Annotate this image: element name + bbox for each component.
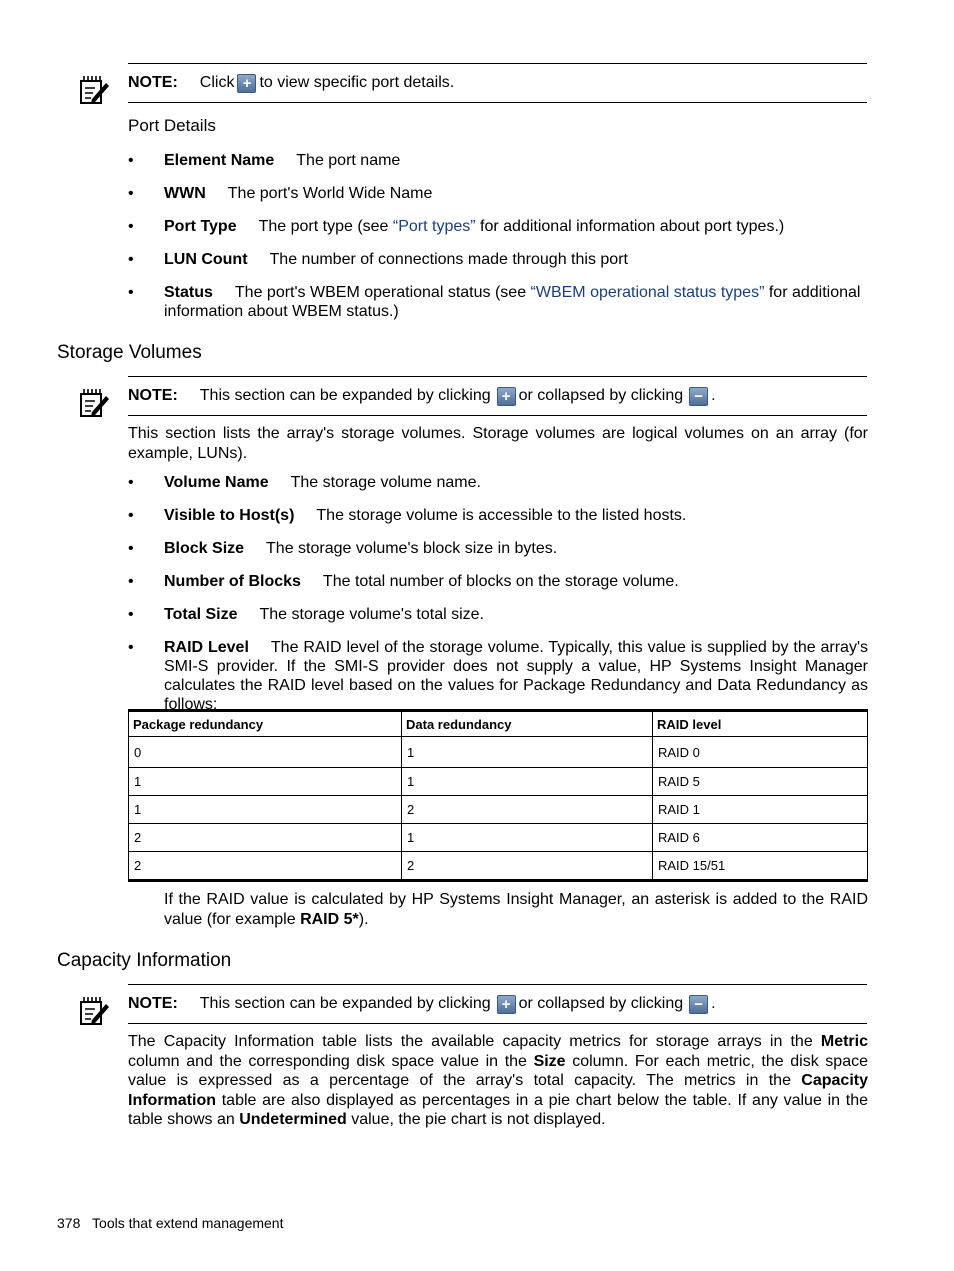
table-row — [129, 824, 868, 852]
expand-icon[interactable]: + — [497, 995, 516, 1014]
table-row — [129, 852, 868, 881]
table-cell: RAID 1 — [653, 796, 868, 824]
table-cell: 1 — [402, 737, 653, 768]
raid-asterisk-note: If the RAID value is calculated by HP Systems Insight Manager, an asterisk is added to the RAID value (for example RAID 5*). — [164, 891, 868, 928]
port-types-link[interactable]: “Port types” — [392, 218, 476, 235]
table-cell: 1 — [402, 824, 653, 852]
capacity-description: The Capacity Information table lists the available capacity metrics for storage arrays in the Metric column and the corresponding disk space value in the Size column. For each metric, the disk space value is expressed as a percentage of the array's total capacity. The metrics in the Capacity Information table are also displayed as percentages in a pie chart below the table. If any value in the table shows an Undetermined value, the pie chart is not displayed. — [128, 1033, 869, 1128]
table-row — [129, 768, 868, 796]
note-box — [128, 63, 867, 103]
port-details-list — [128, 151, 868, 321]
table-cell: 2 — [402, 796, 653, 824]
column-header: RAID level — [653, 711, 868, 737]
wbem-status-link[interactable]: “WBEM operational status types” — [530, 284, 765, 301]
note-icon — [78, 994, 110, 1026]
note-text-pre: Click — [199, 74, 235, 91]
note-icon — [78, 386, 110, 418]
expand-icon[interactable]: + — [497, 387, 516, 406]
port-details-heading: Port Details — [128, 116, 216, 135]
table-cell: RAID 5 — [653, 768, 868, 796]
note-label: NOTE: — [128, 995, 178, 1012]
collapse-icon[interactable]: − — [689, 387, 708, 406]
list-item: • Number of Blocks The total number of blocks on the storage volume. — [128, 572, 868, 591]
list-item: • LUN Count The number of connections made through this port — [128, 250, 868, 269]
table-cell: 0 — [129, 737, 402, 768]
storage-volumes-list — [128, 473, 868, 714]
page-number: 378 — [57, 1215, 81, 1231]
note-box: NOTE: This section can be expanded by clicking + or collapsed by clicking − . — [128, 376, 867, 416]
list-item: • Status The port's WBEM operational status (see “WBEM operational status types” for additional information about WBEM status.) — [128, 283, 868, 321]
list-item: • Element Name The port name — [128, 151, 868, 170]
table-cell: 2 — [129, 852, 402, 881]
table-cell: 1 — [402, 768, 653, 796]
expand-icon[interactable]: + — [237, 74, 256, 93]
table-cell: 1 — [129, 796, 402, 824]
capacity-heading: Capacity Information — [57, 950, 232, 971]
note-box: NOTE: This section can be expanded by clicking + or collapsed by clicking − . — [128, 984, 867, 1024]
note-text-post: to view specific port details. — [259, 74, 455, 91]
list-item: • Visible to Host(s) The storage volume is accessible to the listed hosts. — [128, 506, 868, 525]
note-label: NOTE: — [128, 387, 178, 404]
list-item: • RAID Level The RAID level of the storage volume. Typically, this value is supplied by the array's SMI-S provider. If the SMI-S provider does not supply a value, HP Systems Insight Manager calculates the RAID level based on the values for Package Redundancy and Data Redundancy as follows: — [128, 638, 868, 714]
note-icon — [78, 73, 110, 105]
column-header: Data redundancy — [402, 711, 653, 737]
table-cell: RAID 6 — [653, 824, 868, 852]
list-item: • Volume Name The storage volume name. — [128, 473, 868, 492]
note-label: NOTE: — [128, 74, 178, 91]
table-cell: 1 — [129, 768, 402, 796]
storage-volumes-intro: This section lists the array's storage volumes. Storage volumes are logical volumes on an array (for example, LUNs). — [128, 425, 868, 462]
footer-title: Tools that extend management — [92, 1215, 284, 1231]
storage-volumes-heading: Storage Volumes — [57, 342, 202, 363]
table-cell: RAID 15/51 — [653, 852, 868, 881]
table-row — [129, 737, 868, 768]
table-header-row — [129, 711, 868, 737]
collapse-icon[interactable]: − — [689, 995, 708, 1014]
page-footer — [57, 1215, 284, 1231]
table-cell: 2 — [129, 824, 402, 852]
list-item: • Port Type The port type (see “Port types” for additional information about port types.) — [128, 217, 868, 236]
column-header: Package redundancy — [129, 711, 402, 737]
table-cell: 2 — [402, 852, 653, 881]
raid-table — [128, 709, 868, 882]
list-item: • Total Size The storage volume's total size. — [128, 605, 868, 624]
table-cell: RAID 0 — [653, 737, 868, 768]
list-item: • Block Size The storage volume's block size in bytes. — [128, 539, 868, 558]
table-row — [129, 796, 868, 824]
list-item: • WWN The port's World Wide Name — [128, 184, 868, 203]
